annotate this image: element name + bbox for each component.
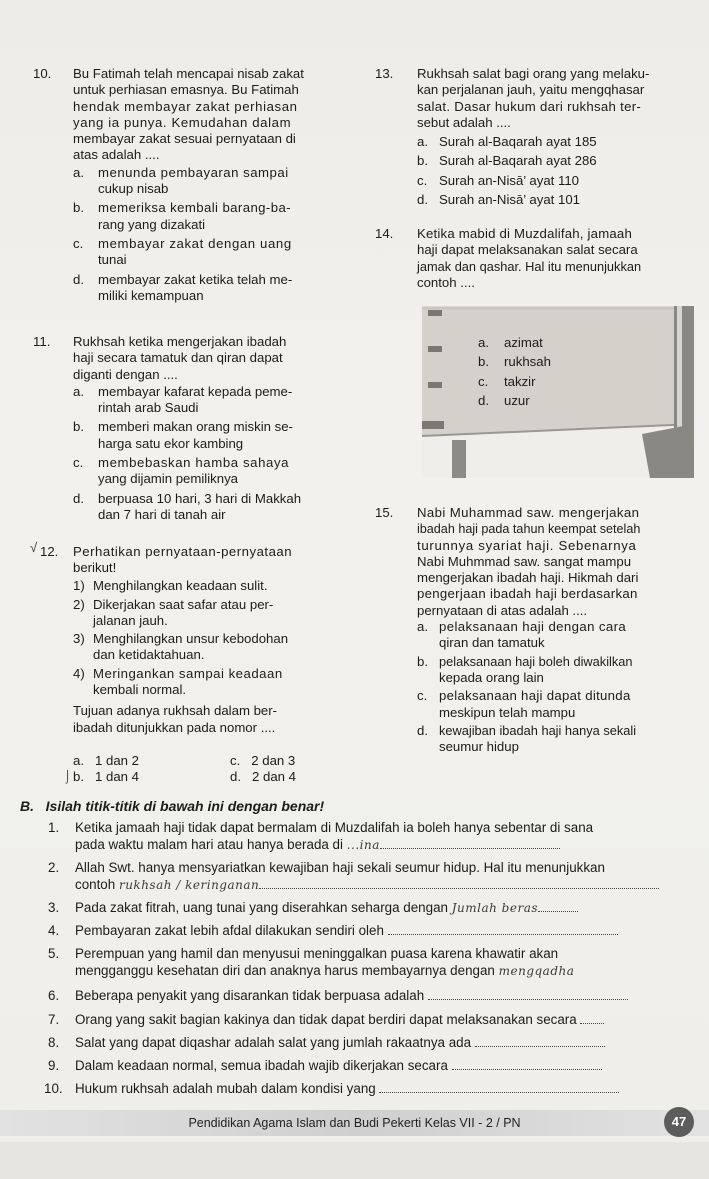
option-letter: d. [417,722,428,738]
option-b: rukhsah [504,354,551,370]
stem-line: hendak membayar zakat perhiasan [73,98,298,114]
option-a-cont: qiran dan tamatuk [439,635,545,651]
option-d: kewajiban ibadah haji hanya sekali [439,722,637,738]
q12-option-b [73,769,139,785]
essay-item-2 [48,860,688,893]
option-text: 1 dan 2 [95,753,139,768]
answer-blank[interactable] [259,878,659,889]
handwritten-mark: ⌡ [64,769,72,783]
statement-4: Meringankan sampai keadaan [93,665,283,681]
stem-line: kan perjalanan jauh, yaitu mengqhasar [417,82,645,98]
option-a-cont: rintah arab Saudi [98,400,199,416]
stem-line: Ketika mabid di Muzdalifah, jamaah [417,226,632,241]
option-d: Surah an-Nisā’ ayat 101 [439,192,580,208]
essay-line: mengganggu kesehatan diri dan anaknya harus membayarnya dengan [75,962,495,978]
answer-blank[interactable] [428,989,628,1000]
option-letter: b. [73,419,84,435]
option-letter: c. [478,373,489,389]
option-letter: d. [73,271,84,287]
stem-line: Bu Fatimah telah mencapai nisab zakat [73,66,304,81]
stem-line: Perhatikan pernyataan-pernyataan [73,544,293,559]
question-number: 11. [33,334,51,349]
question-number: 15. [375,505,394,520]
question-15 [375,505,685,755]
essay-number: 5. [48,946,60,961]
option-d: berpuasa 10 hari, 3 hari di Makkah [98,490,302,506]
option-letter: c. [417,172,428,188]
option-letter: c. [230,753,241,768]
essay-number: 10. [44,1081,63,1096]
essay-item-10 [44,1081,688,1098]
essay-item-6 [48,988,688,1005]
option-a-cont: cukup nisab [98,181,169,197]
essay-line: Beberapa penyakit yang disarankan tidak berpuasa adalah [75,988,425,1003]
page-footer [0,1110,709,1140]
statement-2-cont: jalanan jauh. [93,612,168,628]
option-letter: b. [417,653,428,669]
option-letter: b. [73,769,84,784]
option-d-cont: seumur hidup [439,739,519,755]
essay-number: 7. [48,1012,60,1027]
closing-line: Tujuan adanya rukhsah dalam ber- [73,703,278,719]
essay-number: 1. [48,820,60,835]
option-letter: c. [73,455,84,471]
essay-number: 2. [48,860,60,875]
option-b-cont: kepada orang lain [439,669,544,685]
option-a: menunda pembayaran sampai [98,164,289,180]
item-number: 3) [73,631,85,647]
essay-number: 4. [48,923,60,938]
stem-line: pernyataan di atas adalah .... [417,602,588,618]
option-c: pelaksanaan haji dapat ditunda [439,688,631,704]
stem-line: pengerjaan ibadah haji berdasarkan [417,586,638,602]
option-a: azimat [504,335,543,350]
option-c: Surah an-Nisā’ ayat 110 [439,172,580,188]
handwritten-check-mark: √ [30,540,38,555]
answer-blank[interactable] [580,1013,604,1024]
option-b-cont: harga satu ekor kambing [98,435,244,451]
essay-item-9 [48,1058,688,1075]
option-b: pelaksanaan haji boleh diwakilkan [439,653,633,669]
item-number: 1) [73,578,85,594]
option-d-cont: dan 7 hari di tanah air [98,506,226,522]
statement-3: Menghilangkan unsur kebodohan [93,631,289,647]
option-c: takzir [504,373,536,389]
essay-number: 6. [48,988,60,1003]
essay-item-3 [48,900,688,917]
option-c-cont: meskipun telah mampu [439,704,576,720]
essay-line: Dalam keadaan normal, semua ibadah wajib dikerjakan secara [75,1058,448,1073]
stem-line: Rukhsah salat bagi orang yang melaku- [417,66,650,81]
statement-1: Menghilangkan keadaan sulit. [93,578,268,594]
option-c-cont: yang dijamin pemiliknya [98,471,239,487]
statement-3-cont: dan ketidaktahuan. [93,647,205,663]
essay-line: contoh [75,876,116,892]
closing-line: ibadah ditunjukkan pada nomor .... [73,719,276,735]
option-b-cont: rang yang dizakati [98,216,206,232]
stem-line: Rukhsah ketika mengerjakan ibadah [73,334,287,349]
footer-text: Pendidikan Agama Islam dan Budi Pekerti Kelas VII - 2 / PN [188,1116,521,1130]
item-number: 2) [73,596,85,612]
essay-line: Orang yang sakit bagian kakinya dan tidak dapat berdiri dapat melaksanakan secara [75,1012,577,1027]
option-d: membayar zakat ketika telah me- [98,271,293,287]
essay-line: Ketika jamaah haji tidak dapat bermalam di Muzdalifah ia boleh hanya sebentar di sana [75,820,594,835]
option-letter: d. [230,769,241,784]
stem-line: Nabi Muhammad saw. mengerjakan [417,505,640,520]
page-bottom-margin [0,1142,709,1179]
question-12-body [73,560,343,736]
stem-line: jamak dan qashar. Hal itu menunjukkan [417,258,642,274]
option-letter: a. [417,619,428,635]
essay-item-1 [48,820,688,853]
stem-line: haji dapat melaksanakan salat secara [417,242,638,258]
answer-blank[interactable] [379,1082,619,1093]
option-letter: d. [478,392,489,408]
option-b: memeriksa kembali barang-ba- [98,200,291,216]
option-letter: b. [417,153,428,169]
answer-blank[interactable] [538,901,578,912]
stem-line: atas adalah .... [73,147,160,163]
stem-line: mengerjakan ibadah haji. Hikmah dari [417,570,639,586]
option-letter: d. [417,192,428,208]
essay-number: 9. [48,1058,60,1073]
option-letter: a. [478,335,489,350]
option-c: membebaskan hamba sahaya [98,455,290,471]
stem-line: salat. Dasar hukum dari rukhsah ter- [417,98,642,114]
question-number: 10. [33,66,52,81]
stem-line: turunnya syariat haji. Sebenarnya [417,537,637,553]
answer-blank[interactable] [388,924,618,935]
handwritten-answer: rukhsah / keringanan [118,877,260,892]
q12-option-a [73,753,139,769]
statement-2: Dikerjakan saat safar atau per- [93,596,274,612]
handwritten-answer: mengqadha [498,963,575,978]
essay-line: Salat yang dapat diqashar adalah salat yang jumlah rakaatnya ada [75,1035,472,1050]
item-number: 4) [73,665,85,681]
essay-item-5 [48,946,688,979]
option-letter: a. [73,383,84,399]
option-b: Surah al-Baqarah ayat 286 [439,153,597,169]
stem-line: Nabi Muhmmad saw. sangat mampu [417,553,632,569]
essay-item-4 [48,923,688,940]
q12-option-d [230,769,296,785]
question-14 [375,226,685,291]
answer-blank[interactable] [380,838,560,849]
stem-line: contoh .... [417,274,475,290]
handwritten-answer: Jumlah beras [451,901,539,915]
essay-item-8 [48,1035,688,1052]
essay-line: Pada zakat fitrah, uang tunai yang diserahkan seharga dengan [75,900,448,915]
essay-line: Allah Swt. hanya mensyariatkan kewajiban haji sekali seumur hidup. Hal itu menunjukkan [75,860,605,875]
essay-number: 8. [48,1035,60,1050]
q12-option-c [230,753,295,769]
option-d: uzur [504,392,530,408]
option-letter: a. [417,134,428,150]
option-a: membayar kafarat kepada peme- [98,383,293,399]
essay-line: Hukum rukhsah adalah mubah dalam kondisi yang [75,1081,376,1096]
option-letter: d. [73,490,84,506]
essay-line: pada waktu malam hari atau hanya berada di [75,836,343,852]
stem-line: untuk perhiasan emasnya. Bu Fatimah [73,82,299,98]
statement-4-cont: kembali normal. [93,682,187,698]
option-letter: b. [478,354,489,370]
answer-blank[interactable] [452,1059,602,1070]
essay-line: Pembayaran zakat lebih afdal dilakukan sendiri oleh [75,923,384,938]
question-11 [33,334,343,523]
option-letter: a. [73,753,84,768]
handwritten-answer: ...ina [346,837,380,852]
option-text: 1 dan 4 [95,769,139,784]
question-14-options [478,335,638,409]
answer-blank[interactable] [475,1036,605,1047]
question-12 [40,544,343,560]
option-d-cont: miliki kemampuan [98,287,204,303]
question-number: 13. [375,66,394,81]
option-letter: a. [73,164,84,180]
option-a: Surah al-Baqarah ayat 185 [439,134,597,150]
option-c: membayar zakat dengan uang [98,235,292,251]
essay-line: Perempuan yang hamil dan menyusui meninggalkan puasa karena khawatir akan [75,946,559,961]
option-text: 2 dan 4 [252,769,296,784]
stem-line: ibadah haji pada tahun keempat setelah [417,522,641,537]
section-b-title: B. Isilah titik-titik di bawah ini dengan benar! [20,798,325,814]
question-10 [33,66,343,304]
question-number: 14. [375,226,394,241]
stem-line: haji secara tamatuk dan qiran dapat [73,350,283,366]
question-number: 12. [40,544,59,559]
essay-number: 3. [48,900,60,915]
stem-line: sebut adalah .... [417,114,511,130]
option-text: 2 dan 3 [251,753,296,768]
option-a: pelaksanaan haji dengan cara [439,619,627,635]
option-b: memberi makan orang miskin se- [98,419,293,435]
question-13 [375,66,685,208]
stem-line: diganti dengan .... [73,366,178,382]
essay-item-7 [48,1012,688,1029]
option-letter: b. [73,200,84,216]
page-number-badge: 47 [664,1107,694,1137]
option-c-cont: tunai [98,252,127,268]
stem-line: membayar zakat sesuai pernyataan di [73,131,296,147]
stem-line: yang ia punya. Kemudahan dalam [73,114,292,130]
stem-line: berikut! [73,560,117,575]
option-letter: c. [73,235,84,251]
option-letter: c. [417,688,428,704]
